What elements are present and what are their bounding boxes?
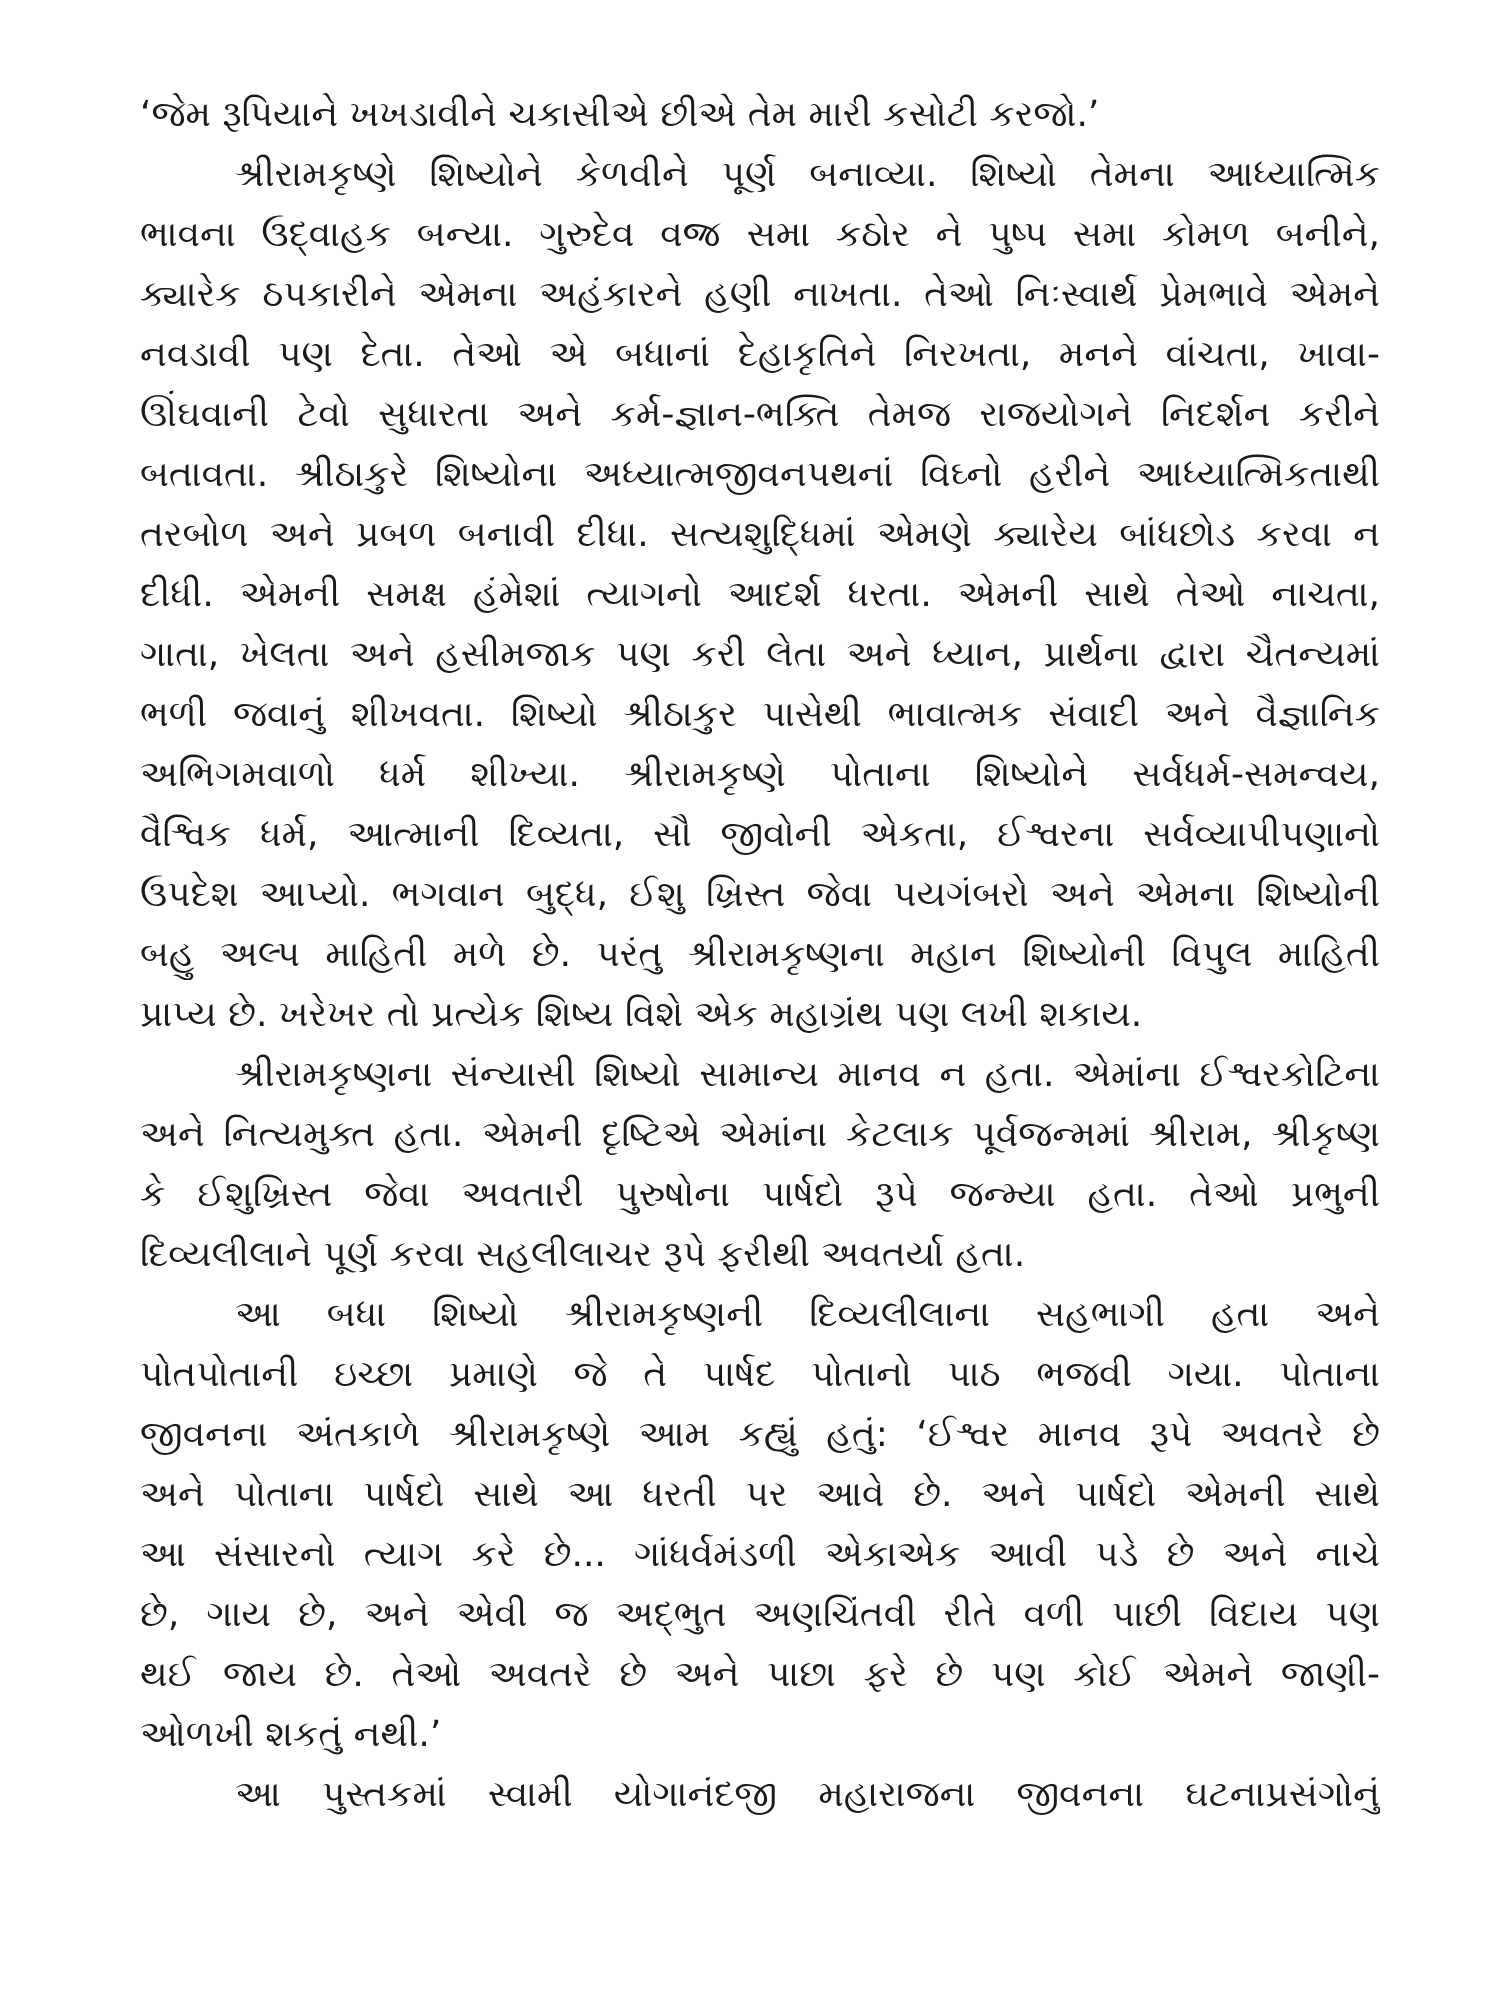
text-line: થઈ જાય છે. તેઓ અવતરે છે અને પાછા ફરે છે પણ કોઈ એમને જાણી- xyxy=(140,1654,1380,1695)
text-line: વૈશ્વિક ધર્મ, આત્માની દિવ્યતા, સૌ જીવોની એકતા, ઈશ્વરના સર્વવ્યાપીપણાનો xyxy=(140,814,1380,855)
text-line: અને પોતાના પાર્ષદો સાથે આ ધરતી પર આવે છે. અને પાર્ષદો એમની સાથે xyxy=(140,1474,1380,1515)
text-line: ભાવના ઉદ્‌વાહક બન્યા. ગુરુદેવ વજ્ર સમા કઠોર ને પુષ્પ સમા કોમળ બનીને, xyxy=(140,214,1380,255)
text-line: ભળી જવાનું શીખવતા. શિષ્યો શ્રીઠાકુર પાસેથી ભાવાત્મક સંવાદી અને વૈજ્ઞાનિક xyxy=(140,694,1380,735)
text-line: અને નિત્યમુક્ત હતા. એમની દૃષ્ટિએ એમાંના કેટલાક પૂર્વજન્મમાં શ્રીરામ, શ્રીકૃષ્ણ xyxy=(140,1114,1380,1155)
text-line: છે, ગાય છે, અને એવી જ અદ્‌ભુત અણચિંતવી રીતે વળી પાછી વિદાય પણ xyxy=(140,1594,1380,1635)
text-line: આ બધા શિષ્યો શ્રીરામકૃષ્ણની દિવ્યલીલાના સહભાગી હતા અને xyxy=(235,1294,1380,1335)
text-line: બતાવતા. શ્રીઠાકુરે શિષ્યોના અધ્યાત્મજીવનપથનાં વિઘ્નો હરીને આધ્યાત્મિકતાથી xyxy=(140,454,1380,495)
text-line: પ્રાપ્ય છે. ખરેખર તો પ્રત્યેક શિષ્ય વિશે એક મહાગ્રંથ પણ લખી શકાય. xyxy=(140,994,1143,1035)
text-line: ગાતા, ખેલતા અને હસીમજાક પણ કરી લેતા અને ધ્યાન, પ્રાર્થના દ્વારા ચૈતન્યમાં xyxy=(140,634,1380,675)
text-line: શ્રીરામકૃષ્ણના સંન્યાસી શિષ્યો સામાન્ય માનવ ન હતા. એમાંના ઈશ્વરકોટિના xyxy=(235,1054,1380,1095)
text-line: ક્યારેક ઠપકારીને એમના અહંકારને હણી નાખતા. તેઓ નિઃસ્વાર્થ પ્રેમભાવે એમને xyxy=(140,274,1380,315)
text-line: ‘જેમ રૂપિયાને ખખડાવીને ચકાસીએ છીએ તેમ મારી કસોટી કરજો.’ xyxy=(140,94,1100,135)
text-line: શ્રીરામકૃષ્ણે શિષ્યોને કેળવીને પૂર્ણ બનાવ્યા. શિષ્યો તેમના આધ્યાત્મિક xyxy=(235,154,1380,195)
text-line: ઊંઘવાની ટેવો સુધારતા અને કર્મ-જ્ઞાન-ભક્તિ તેમજ રાજયોગને નિદર્શન કરીને xyxy=(140,394,1380,435)
text-line: દીધી. એમની સમક્ષ હંમેશાં ત્યાગનો આદર્શ ધરતા. એમની સાથે તેઓ નાચતા, xyxy=(140,574,1380,615)
text-line: બહુ અલ્પ માહિતી મળે છે. પરંતુ શ્રીરામકૃષ્ણના મહાન શિષ્યોની વિપુલ માહિતી xyxy=(140,934,1380,975)
text-line: ઉપદેશ આપ્યો. ભગવાન બુદ્ધ, ઈશુ ખ્રિસ્ત જેવા પયગંબરો અને એમના શિષ્યોની xyxy=(140,874,1380,915)
text-line: નવડાવી પણ દેતા. તેઓ એ બધાનાં દેહાકૃતિને નિરખતા, મનને વાંચતા, ખાવા- xyxy=(140,334,1380,375)
text-line: આ પુસ્તકમાં સ્વામી યોગાનંદજી મહારાજના જીવનના ઘટનાપ્રસંગોનું xyxy=(235,1774,1380,1815)
text-line: પોતપોતાની ઇચ્છા પ્રમાણે જે તે પાર્ષદ પોતાનો પાઠ ભજવી ગયા. પોતાના xyxy=(140,1354,1380,1395)
text-line: તરબોળ અને પ્રબળ બનાવી દીધા. સત્યશુદ્ધિમાં એમણે ક્યારેય બાંધછોડ કરવા ન xyxy=(140,514,1380,555)
text-line: અભિગમવાળો ધર્મ શીખ્યા. શ્રીરામકૃષ્ણે પોતાના શિષ્યોને સર્વધર્મ-સમન્વય, xyxy=(140,754,1380,795)
text-line: દિવ્યલીલાને પૂર્ણ કરવા સહલીલાચર રૂપે ફરીથી અવતર્યા હતા. xyxy=(140,1234,1026,1275)
text-line: આ સંસારનો ત્યાગ કરે છે... ગાંધર્વમંડળી એકાએક આવી પડે છે અને નાચે xyxy=(140,1534,1380,1575)
text-line: જીવનના અંતકાળે શ્રીરામકૃષ્ણે આમ કહ્યું હતું: ‘ઈશ્વર માનવ રૂપે અવતરે છે xyxy=(140,1414,1380,1455)
text-line: ઓળખી શકતું નથી.’ xyxy=(140,1714,442,1755)
text-line: કે ઈશુખ્રિસ્ત જેવા અવતારી પુરુષોના પાર્ષદો રૂપે જન્મ્યા હતા. તેઓ પ્રભુની xyxy=(140,1174,1380,1215)
